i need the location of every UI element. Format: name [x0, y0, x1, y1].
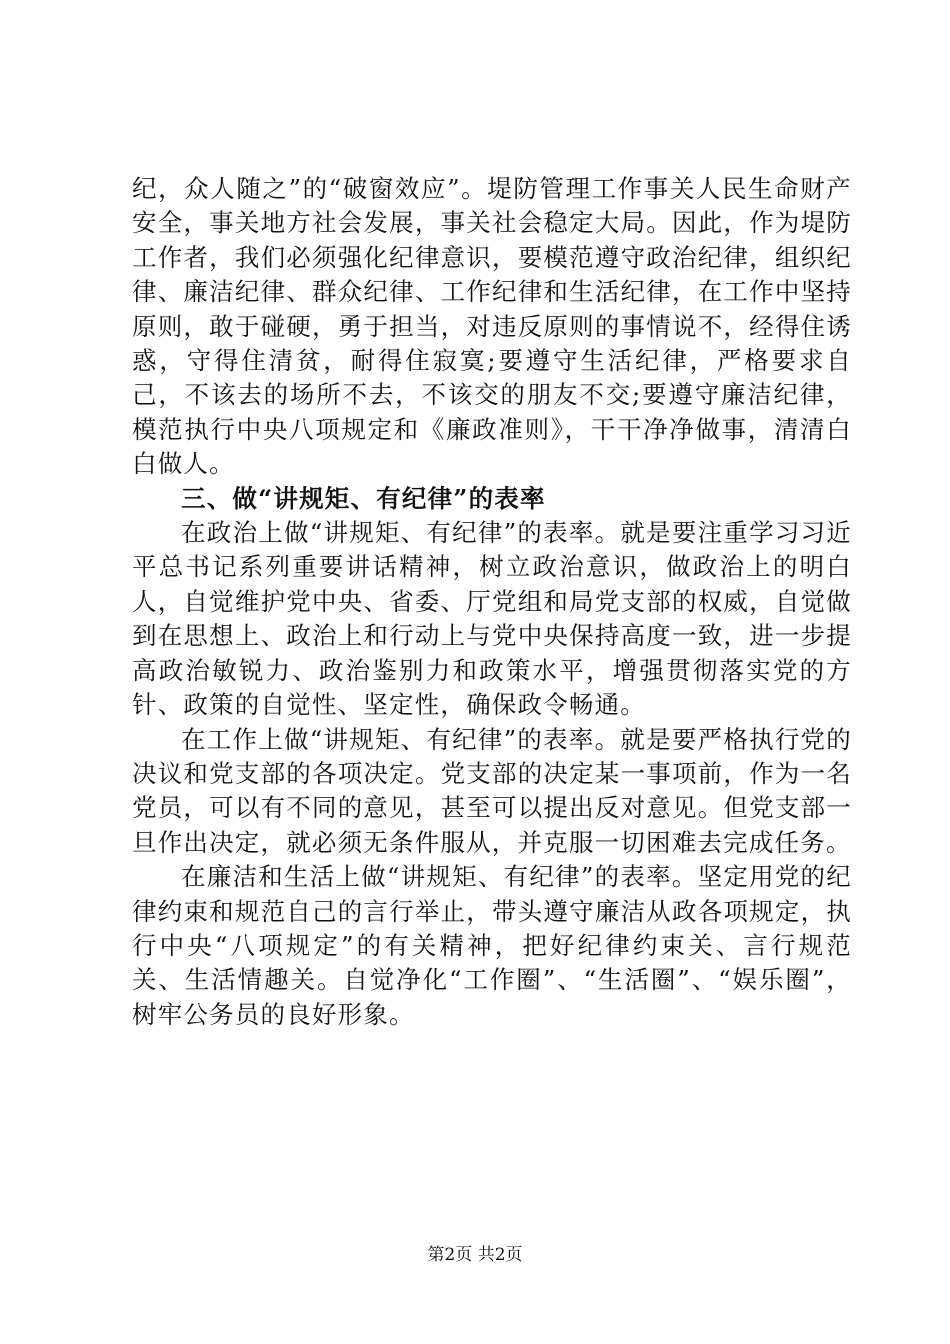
page-footer: 第2页 共2页 [427, 1245, 523, 1265]
document-body [132, 172, 852, 1032]
paragraph-work: 在工作上做“讲规矩、有纪律”的表率。就是要严格执行党的决议和党支部的各项决定。党支部的决定某一事项前，作为一名党员，可以有不同的意见，甚至可以提出反对意见。但党支部一旦作出决定，就必须无条件服从，并克服一切困难去完成任务。 [132, 724, 852, 857]
paragraph-integrity: 在廉洁和生活上做“讲规矩、有纪律”的表率。坚定用党的纪律约束和规范自己的言行举止，带头遵守廉洁从政各项规定，执行中央“八项规定”的有关精神，把好纪律约束关、言行规范关、生活情趣关。自觉净化“工作圈”、“生活圈”、“娱乐圈”，树牢公务员的良好形象。 [132, 862, 852, 1029]
continued-paragraph: 纪，众人随之”的“破窗效应”。堤防管理工作事关人民生命财产安全，事关地方社会发展，事关社会稳定大局。因此，作为堤防工作者，我们必须强化纪律意识，要模范遵守政治纪律，组织纪律、廉洁纪律、群众纪律、工作纪律和生活纪律，在工作中坚持原则，敢于碰硬，勇于担当，对违反原则的事情说不，经得住诱惑，守得住清贫，耐得住寂寞;要遵守生活纪律，严格要求自己，不该去的场所不去，不该交的朋友不交;要遵守廉洁纪律，模范执行中央八项规定和《廉政准则》，干干净净做事，清清白白做人。 [132, 174, 852, 479]
paragraph-political: 在政治上做“讲规矩、有纪律”的表率。就是要注重学习习近平总书记系列重要讲话精神，树立政治意识，做政治上的明白人，自觉维护党中央、省委、厅党组和局党支部的权威，自觉做到在思想上、政治上和行动上与党中央保持高度一致，进一步提高政治敏锐力、政治鉴别力和政策水平，增强贯彻落实党的方针、政策的自觉性、坚定性，确保政令畅通。 [132, 518, 852, 720]
section-heading: 三、做“讲规矩、有纪律”的表率 [181, 483, 546, 513]
